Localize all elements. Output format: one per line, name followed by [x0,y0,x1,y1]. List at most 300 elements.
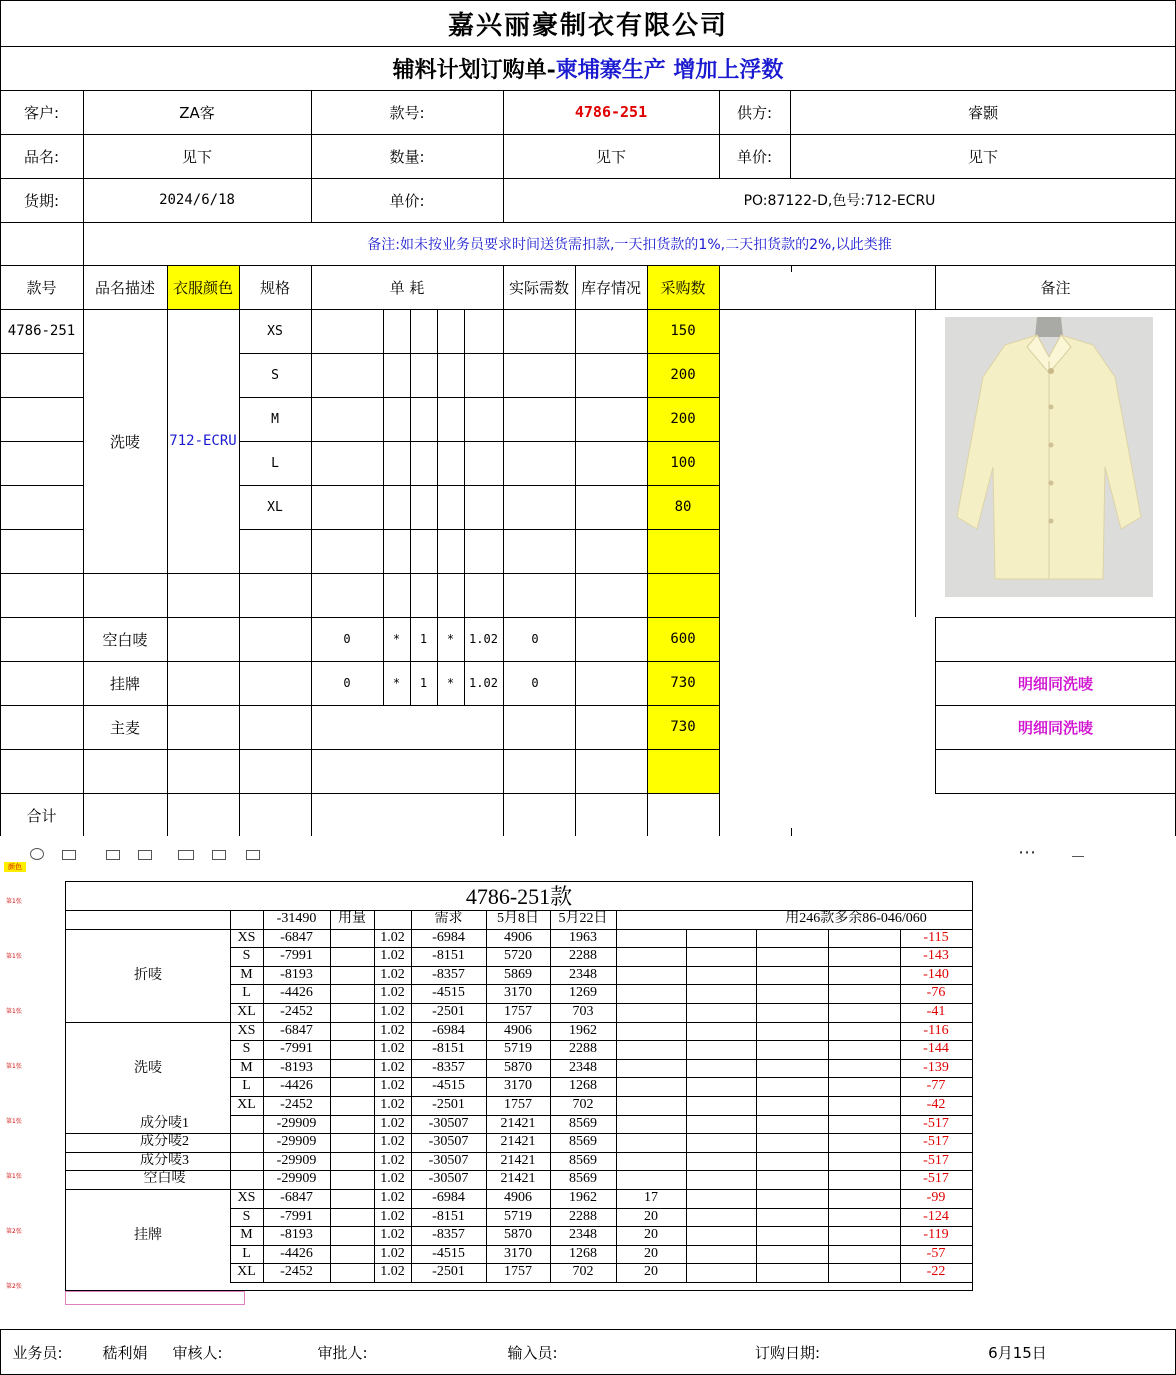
hdr-stock: 库存情况 [580,278,641,297]
reviewer-label: 审核人: [172,1344,223,1362]
grid-line [0,705,83,706]
sheet-cell: XS [237,929,256,945]
sheet-cell: 2348 [569,966,597,982]
sheet-cell: 4906 [504,1022,532,1038]
sheet-line [828,929,829,1282]
size-cell: S [271,367,279,383]
style-label: 款号: [389,103,425,122]
item-remark: 明细同洗唛 [1017,718,1093,737]
grid-line [0,617,83,618]
grid-line [0,573,83,574]
grid-line [0,485,83,486]
sheet-cell: 5870 [504,1227,532,1243]
sheet-cell: XL [237,1004,256,1019]
sheet-cell: XL [237,1264,256,1280]
sheet-header: 用量 [338,911,366,926]
sheet-cell: -2452 [280,1097,313,1112]
customer-label: 客户: [23,103,60,122]
sheet-cell [616,1022,686,1041]
sheet-cell [616,1133,686,1152]
sheet-line [230,1282,972,1283]
grid-line [239,573,719,574]
size-cell: M [271,411,279,427]
grid-line [935,793,1176,794]
sheet-cell: 1757 [504,1264,532,1280]
grid-line [0,178,1176,179]
sheet-single-label: 空白唛 [143,1171,186,1187]
grid-line [0,46,1176,47]
grid-line [791,265,792,272]
sheet-cell: 5719 [504,1208,532,1224]
item-desc: 挂牌 [109,674,140,693]
sheet-cell: -4426 [280,985,313,1001]
sheet-header: -31490 [276,911,317,926]
sheet-line [686,929,687,1282]
sheet-cell: 5869 [504,966,532,982]
sheet-cell: -4515 [432,985,465,1001]
zoom-icon[interactable] [30,848,44,860]
item-actual: 0 [531,632,539,646]
sheet-cell: 1.02 [380,1115,405,1131]
sheet-cell: S [242,1041,251,1057]
unit-price-value: 见下 [967,147,998,166]
sheet-cell: -8151 [432,1041,465,1057]
entry-label: 输入员: [507,1344,558,1362]
item-purchase: 600 [670,631,696,647]
sheet-cell: -8193 [280,1227,313,1243]
item-op1: * [392,632,401,646]
grid-line [239,353,719,354]
sheet-group-label: 洗唛 [134,1060,162,1076]
hdr-color: 衣服颜色 [167,265,239,309]
grid-line [239,529,719,530]
grid-line [167,793,239,794]
hdr-consumption: 单 耗 [389,278,425,297]
grid-line [935,749,1176,750]
item-c3: 1.02 [469,676,498,690]
sheet-diff: -517 [923,1115,949,1131]
product-label: 品名: [23,147,60,166]
grid-line [0,793,83,794]
sheet-diff: -76 [926,985,946,1001]
sheet-cell: S [242,948,251,964]
sheet-cell: -4515 [432,1078,465,1094]
sheet-cell: S [242,1208,251,1224]
sheet-cell: 1.02 [380,948,405,964]
sheet-diff: -119 [923,1227,949,1243]
product-value: 见下 [181,147,212,166]
sheet-cell [616,966,686,985]
sheet-cell: 1268 [569,1078,597,1094]
item-c3: 1.02 [469,632,498,646]
sheet-cell: -2452 [280,1004,313,1019]
hdr-remark: 备注 [1040,278,1071,297]
sheet-cell: 1.02 [380,985,405,1001]
sheet-line [411,910,412,1282]
sheet-diff: -41 [926,1004,946,1019]
sheet-cell: 1.02 [380,1190,405,1205]
sheet-cell: -7991 [280,1208,313,1224]
sheet-cell: -6984 [432,1022,465,1038]
sheet-diff: -77 [926,1078,946,1094]
page-tag: 第1张 [6,1063,22,1070]
sheet-line [900,929,901,1282]
grid-line [0,397,83,398]
sheet-cell: -8151 [432,1208,465,1224]
group1-color: 712-ECRU [169,433,237,449]
grid-line [0,661,83,662]
grid-line [503,90,504,178]
purchase-cell: 100 [670,455,696,471]
grid-line [0,309,1176,310]
sheet-cell: -4426 [280,1245,313,1261]
group1-desc: 洗唛 [109,432,140,451]
edit-icon[interactable] [138,850,152,860]
grid-line [167,661,239,662]
size-cell: XL [267,499,283,515]
page-tag: 第1张 [6,953,22,960]
sheet-single-label: 成分唛2 [140,1134,189,1150]
sheet-diff: -115 [923,929,949,945]
sheet-cell [616,947,686,966]
grid-line [83,178,84,222]
sheet-cell: 20 [644,1208,658,1224]
sheet-cell: -30507 [428,1134,469,1150]
minimize-icon[interactable] [1072,856,1084,857]
item-c2: 1 [419,676,428,690]
grid-line [239,705,719,706]
grid-line [503,178,504,222]
form-title [0,46,1176,90]
grid-icon[interactable] [178,850,194,860]
grid-line [790,90,791,178]
sheet-cell: 1.02 [380,1004,405,1019]
item-c1: 0 [343,632,351,646]
sheet-cell: L [242,1245,251,1261]
sheet-diff: -42 [926,1097,946,1112]
embed-toolbar [0,836,1176,864]
sheet-cell: 20 [644,1245,658,1261]
sheet-diff: -517 [923,1152,949,1168]
page-tag: 第1张 [6,1173,22,1180]
grid-line [0,353,83,354]
embedded-table [65,881,973,1291]
sheet-cell: 1.02 [380,1208,405,1224]
sheet-diff: -99 [926,1190,946,1205]
sheet-header: 用246款多余86-046/060 [785,911,927,926]
sheet-cell: 21421 [500,1152,536,1168]
sheet-cell: 4906 [504,1190,532,1205]
sheet-cell: -7991 [280,1041,313,1057]
page-tag: 第1张 [6,1008,22,1015]
size-cell: L [271,455,279,471]
sheet-cell: 1.02 [380,1264,405,1280]
sheet-cell: 702 [572,1097,594,1112]
sheet-cell [616,1115,686,1134]
sheet-header: 5月22日 [558,911,608,926]
embed-title: 4786-251款 [465,884,573,909]
grid-line [935,661,1176,662]
grid-line [311,90,312,178]
item-c2: 1 [419,632,428,646]
sheet-cell: XS [237,1022,256,1038]
sheet-cell: 1268 [569,1245,597,1261]
crop-icon[interactable] [212,850,226,860]
grid-line [167,265,168,309]
sheet-cell: -8151 [432,948,465,964]
sheet-line [330,910,331,1282]
sheet-cell: XL [237,1097,256,1112]
sheet-group-label: 折唛 [134,967,162,983]
doc-icon[interactable] [62,850,76,860]
sheet-cell: 20 [644,1264,658,1280]
purchase-cell: 80 [674,499,692,515]
grid-line [311,178,312,222]
sheet-cell: 1963 [569,929,597,945]
grid-line [0,441,83,442]
sheet-cell: 2288 [569,948,597,964]
sheet-cell: 1757 [504,1004,532,1019]
grid-line [410,309,411,705]
grid-line [503,265,504,309]
sheet-cell: 3170 [504,985,532,1001]
grid-line [383,309,384,705]
grid-line [239,793,719,794]
sheet-line [616,910,617,1282]
sheet-diff: -144 [923,1041,949,1057]
form-title-prefix: 辅料计划订购单- [392,56,556,83]
grid-line [719,90,720,178]
approver-label: 审批人: [317,1344,368,1362]
sheet-diff: -143 [923,948,949,964]
sheet-cell: 1.02 [380,1041,405,1057]
sheet-line [550,910,551,1282]
sheet-group-label: 挂牌 [134,1228,162,1243]
po-value: PO:87122-D,色号:712-ECRU [743,193,936,209]
unit-price-label: 单价: [736,147,773,166]
item-actual: 0 [531,676,539,690]
sheet-cell: 1962 [569,1190,597,1205]
customer-value: ZA客 [179,103,215,122]
sheet-cell: 1757 [504,1097,532,1112]
item-purchase: 730 [670,719,696,735]
sheet-cell: -6984 [432,929,465,945]
grid-line [239,485,719,486]
sheet-cell: -7991 [280,948,313,964]
sheet-cell: -4515 [432,1245,465,1261]
grid-line [167,573,239,574]
sales-label: 业务员: [12,1344,63,1362]
item-desc: 主麦 [109,718,140,737]
sheet-cell: 1.02 [380,1152,405,1168]
grid-line [239,265,240,309]
sheet-cell: -8357 [432,1059,465,1075]
sheet-cell: 2288 [569,1208,597,1224]
sheet-single-label: 成分唛3 [140,1152,189,1168]
sheet-cell: -2501 [432,1097,465,1112]
sheet-cell: 5720 [504,948,532,964]
grid-line [719,309,720,837]
sheet-line [263,910,264,1282]
sheet-cell: -30507 [428,1171,469,1187]
grid-line [239,661,719,662]
sheet-line [486,910,487,1282]
sheet-cell: 21421 [500,1134,536,1150]
embed-footer-strip [65,1291,245,1305]
item-op1: * [392,676,401,690]
grid-line [0,749,83,750]
grid-line [0,222,1176,223]
grid-line [915,309,916,617]
sheet-cell: 1.02 [380,1022,405,1038]
sheet-cell: 1269 [569,985,597,1001]
sheet-cell: -2501 [432,1004,465,1019]
sheet-cell: 5870 [504,1059,532,1075]
grid-line [0,134,1176,135]
sheet-cell: 1.02 [380,1245,405,1261]
sheet-diff: -517 [923,1171,949,1187]
company-name: 嘉兴丽豪制衣有限公司 [447,10,728,41]
sheet-cell [616,1096,686,1115]
download-icon[interactable] [246,850,260,860]
grid-line [83,222,84,265]
grid-line [167,617,239,618]
sheet-cell: -8193 [280,966,313,982]
sheet-cell: 2348 [569,1059,597,1075]
grid-line [239,749,719,750]
sheet-cell [616,929,686,948]
sheet-cell: 1.02 [380,1078,405,1094]
grid-line [0,90,1176,91]
sheet-diff: -57 [926,1245,946,1261]
sheet-cell: -6984 [432,1190,465,1205]
sheet-cell [616,984,686,1003]
grid-line [719,265,720,309]
sheet-cell: -30507 [428,1115,469,1131]
hdr-desc: 品名描述 [94,278,155,297]
sheet-cell: -6847 [280,1190,313,1205]
embedded-sheet-screenshot [0,836,1176,1330]
grid-line [239,441,719,442]
grid-line [83,265,84,309]
date-label: 订购日期: [754,1344,821,1362]
sheet-cell [616,1059,686,1078]
purchase-cell: 200 [670,411,696,427]
grid-line [935,705,1176,706]
item-c1: 0 [343,676,351,690]
grid-line [0,529,83,530]
form-title-highlight: 柬埔寨生产 增加上浮数 [555,56,784,83]
style-value: 4786-251 [574,103,648,121]
sheet-line [374,910,375,1282]
sheet-cell: M [240,966,253,982]
sheet-cell: 4906 [504,929,532,945]
sheet-cell: M [240,1059,253,1075]
color-tag: 颜色 [4,862,26,872]
grid-line [83,90,84,178]
sheet-cell: 8569 [569,1115,597,1131]
sheet-cell: -30507 [428,1152,469,1168]
sheet-cell [616,1170,686,1189]
more-icon[interactable]: ⋯ [1018,842,1036,863]
sheet-cell: 1.02 [380,1134,405,1150]
hdr-size: 规格 [259,278,290,297]
supplier-value: 睿颢 [967,103,998,122]
sheet-cell: -2452 [280,1264,313,1280]
garment-photo [945,317,1153,597]
qty-value: 见下 [595,147,626,166]
supplier-label: 供方: [736,103,773,122]
sheet-cell: -6847 [280,1022,313,1038]
page-tag: 第1张 [6,898,22,905]
grid-line [464,309,465,705]
sheet-cell: -8357 [432,966,465,982]
sheet-cell: 20 [644,1227,658,1243]
grid-line [83,617,167,618]
frame-icon[interactable] [106,850,120,860]
hdr-actual: 实际需数 [508,278,569,297]
sheet-cell: 8569 [569,1134,597,1150]
sheet-cell: M [240,1227,253,1243]
embed-bottom-border [0,1329,1176,1330]
sheet-diff: -124 [923,1208,949,1224]
sales-value: 嵇利娟 [102,1344,148,1362]
page-tag: 第2张 [6,1228,22,1235]
sheet-cell: 5719 [504,1041,532,1057]
sheet-line [230,910,231,1282]
grid-line [83,573,167,574]
date-value: 6月15日 [988,1344,1047,1362]
sheet-cell: -29909 [276,1171,317,1187]
page-tag: 第1张 [6,1118,22,1125]
sheet-cell: L [242,1078,251,1094]
grid-line [647,265,648,309]
sheet-cell: L [242,985,251,1001]
item-purchase: 730 [670,675,696,691]
sheet-cell: 21421 [500,1171,536,1187]
sheet-header: 5月8日 [497,911,539,926]
sheet-diff: -139 [923,1059,949,1075]
sheet-cell [616,1077,686,1096]
grid-line [167,705,239,706]
size-cell: XS [267,323,283,339]
sheet-cell: -29909 [276,1152,317,1168]
sheet-diff: -22 [926,1264,946,1280]
sheet-cell: 17 [644,1190,658,1205]
hdr-purchase: 采购数 [647,265,719,309]
sheet-cell: -8193 [280,1059,313,1075]
grid-line [83,793,167,794]
purchase-cell: 200 [670,367,696,383]
sheet-cell: 2348 [569,1227,597,1243]
sheet-cell: 8569 [569,1152,597,1168]
sheet-cell [616,1003,686,1022]
grid-line [575,265,576,309]
sheet-cell: 1.02 [380,1059,405,1075]
sheet-cell [616,1040,686,1059]
grid-line [83,749,167,750]
note-text: 备注:如未按业务员要求时间送货需扣款,一天扣货款的1%,二天扣货款的2%,以此类推 [367,236,892,253]
sheet-cell: -8357 [432,1227,465,1243]
grid-line [83,661,167,662]
item-desc: 空白唛 [102,630,148,649]
grid-line [0,265,1176,266]
delivery-label: 货期: [23,191,60,210]
sheet-cell: -4426 [280,1078,313,1094]
item-op2: * [446,676,455,690]
grid-line [0,0,1176,1]
sheet-cell: 1962 [569,1022,597,1038]
